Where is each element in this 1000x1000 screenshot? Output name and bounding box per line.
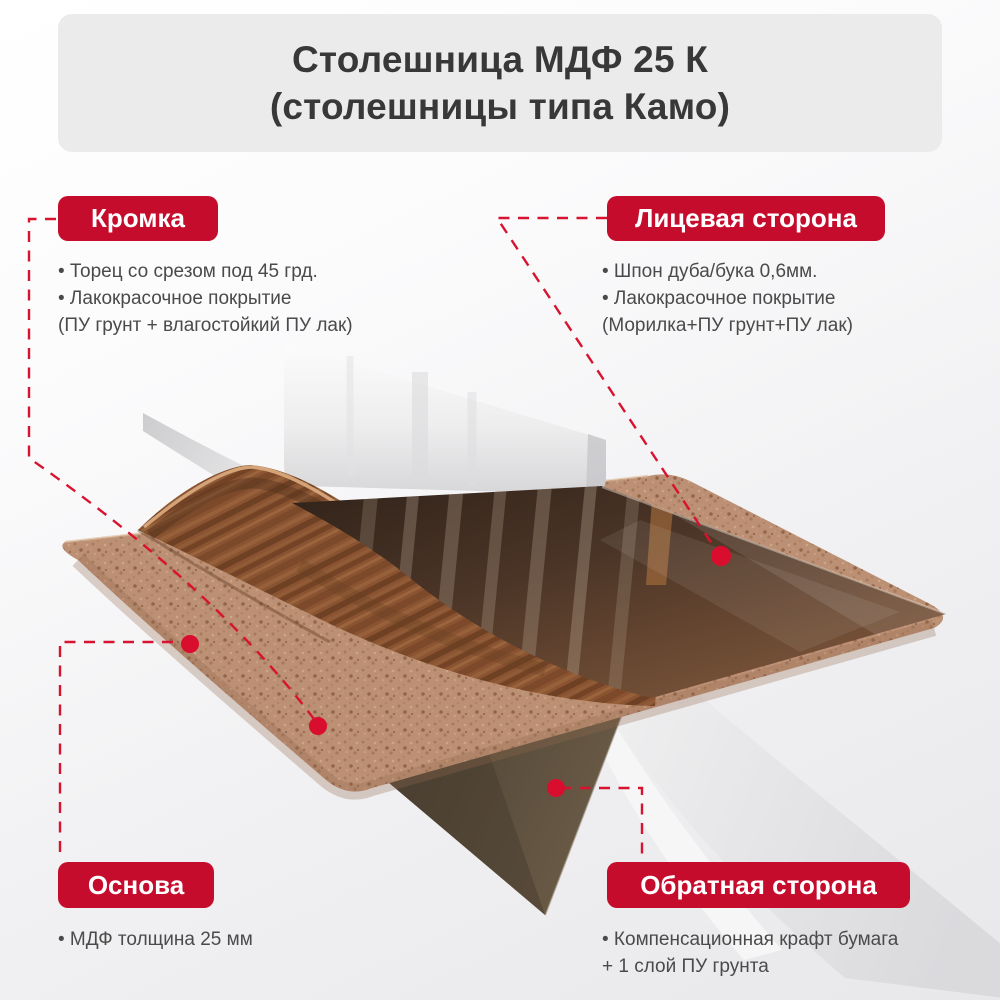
callout-notes-face bbox=[602, 258, 853, 339]
note-line: • Лакокрасочное покрытие bbox=[602, 288, 836, 309]
page-title-line1: Столешница МДФ 25 К bbox=[292, 39, 708, 80]
callout-notes-base bbox=[58, 926, 253, 953]
callout-badge-face: Лицевая сторона bbox=[607, 196, 885, 241]
page-title-line2: (столешницы типа Камо) bbox=[269, 86, 731, 127]
note-line: (ПУ грунт + влагостойкий ПУ лак) bbox=[58, 315, 353, 336]
leader-line-base bbox=[60, 642, 178, 852]
callout-badge-back: Обратная сторона bbox=[607, 862, 910, 908]
lacquer-sheet bbox=[284, 343, 606, 494]
note-line: (Морилка+ПУ грунт+ПУ лак) bbox=[602, 315, 853, 336]
marker-dot-base bbox=[181, 635, 199, 653]
marker-dot-face bbox=[711, 546, 731, 566]
note-line: + 1 слой ПУ грунта bbox=[602, 956, 769, 977]
note-line: • Лакокрасочное покрытие bbox=[58, 288, 292, 309]
callout-badge-edge: Кромка bbox=[58, 196, 218, 241]
note-line: • Шпон дуба/бука 0,6мм. bbox=[602, 261, 818, 282]
marker-dot-back bbox=[547, 779, 565, 797]
callout-badge-base: Основа bbox=[58, 862, 214, 908]
note-line: • Торец со срезом под 45 грд. bbox=[58, 261, 318, 282]
callout-notes-edge bbox=[58, 258, 353, 339]
callout-notes-back bbox=[602, 926, 898, 980]
title-banner bbox=[58, 14, 942, 152]
note-line: • Компенсационная крафт бумага bbox=[602, 929, 899, 950]
note-line: • МДФ толщина 25 мм bbox=[58, 929, 253, 950]
marker-dot-edge bbox=[309, 717, 327, 735]
